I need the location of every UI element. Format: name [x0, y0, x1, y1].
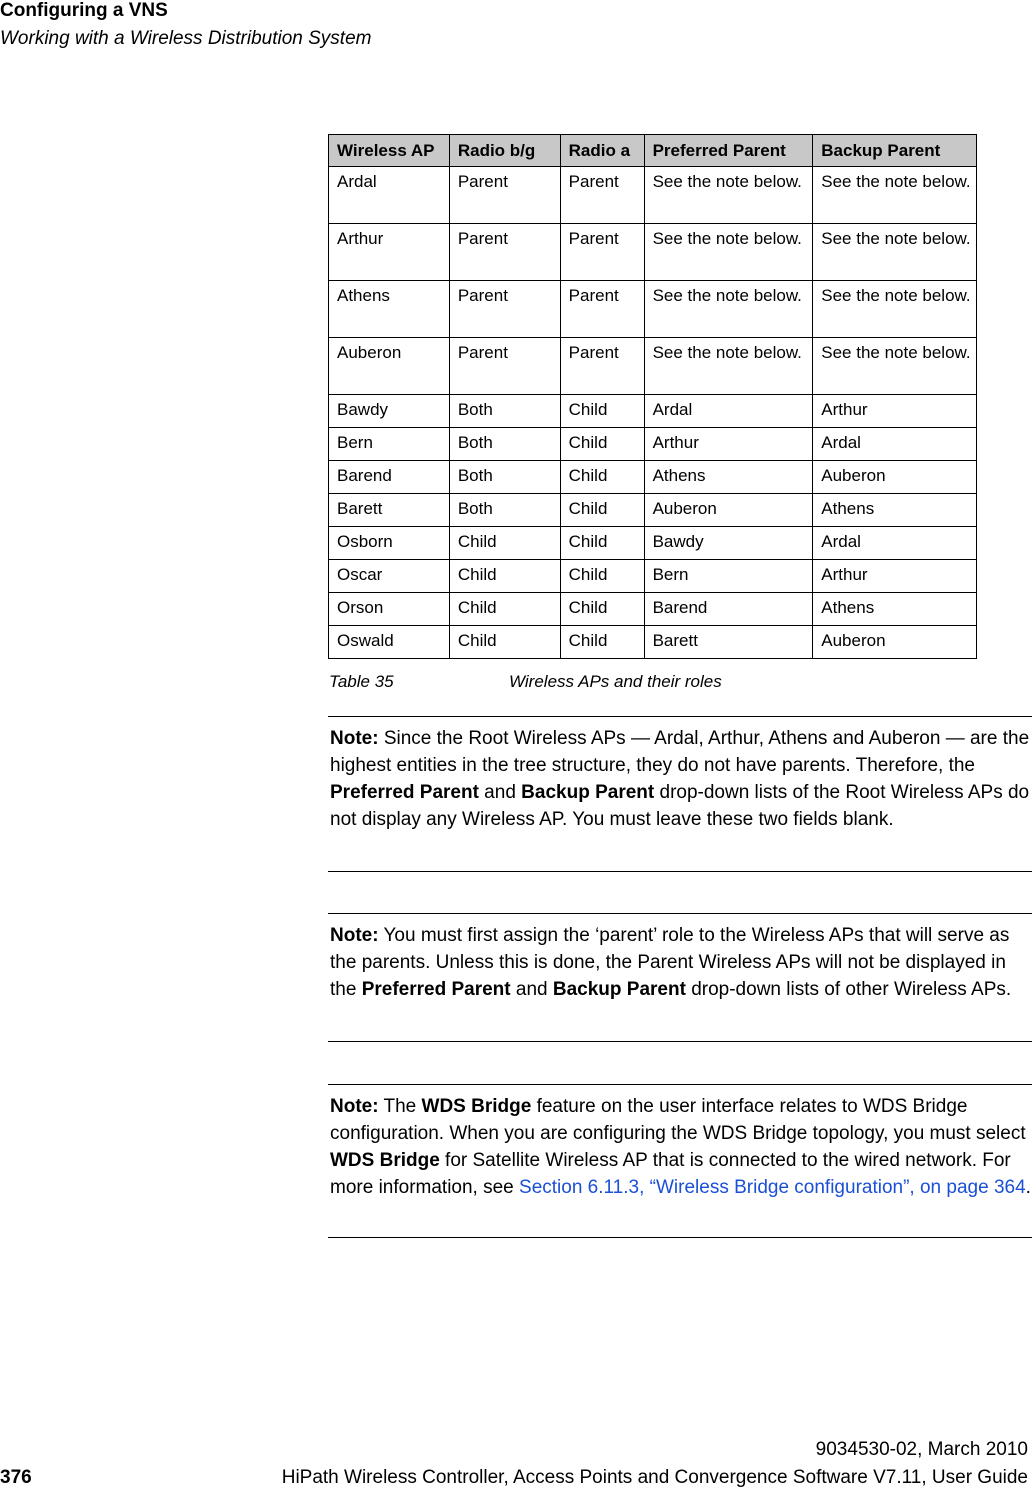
table-cell: See the note below. — [644, 224, 813, 281]
table-cell: Parent — [560, 338, 644, 395]
table-cell: Both — [449, 428, 560, 461]
note-text: for Satellite Wireless AP that is connected to the wired network. For more information, see — [330, 1150, 1011, 1198]
table-cell: Orson — [329, 593, 450, 626]
table-cell: Parent — [449, 167, 560, 224]
table-cell: Arthur — [813, 395, 977, 428]
table-row — [329, 461, 977, 494]
note-wds-bridge — [328, 1084, 1032, 1238]
table-cell: Barend — [329, 461, 450, 494]
table-cell: Arthur — [644, 428, 813, 461]
note-text: feature on the user interface relates to WDS Bridge configuration. When you are configuring the WDS Bridge topology, you must select — [330, 1096, 1026, 1144]
table-cell: Athens — [813, 494, 977, 527]
table-cell: Ardal — [644, 395, 813, 428]
note-text: The — [378, 1096, 422, 1117]
table-cell: Ardal — [329, 167, 450, 224]
note-text: drop-down lists of the Root Wireless APs do not display any Wireless AP. You must leave these two fields blank. — [330, 782, 1030, 830]
table-caption-text: Wireless APs and their roles — [509, 672, 722, 691]
table-cell: Bawdy — [644, 527, 813, 560]
table-cell: Parent — [560, 281, 644, 338]
table-cell: See the note below. — [813, 338, 977, 395]
table-cell: Parent — [449, 338, 560, 395]
table-cell: Arthur — [329, 224, 450, 281]
note-label: Note: — [330, 1096, 379, 1117]
table-cell: Arthur — [813, 560, 977, 593]
table-cell: Barett — [644, 626, 813, 659]
note-bold-term: Preferred Parent — [330, 782, 479, 803]
table-cell: Child — [449, 593, 560, 626]
footer-page-number: 376 — [0, 1467, 32, 1488]
table-cell: Both — [449, 461, 560, 494]
table-cell: Child — [449, 527, 560, 560]
table-cell: See the note below. — [644, 167, 813, 224]
note-bold-term: WDS Bridge — [330, 1150, 440, 1171]
footer-guide-title: HiPath Wireless Controller, Access Points and Convergence Software V7.11, User Guide — [281, 1467, 1028, 1488]
table-cell: Both — [449, 494, 560, 527]
table-cell: Bern — [644, 560, 813, 593]
note-text: You must first assign the ‘parent’ role to the Wireless APs that will serve as the parents. Unless this is done, the Parent Wireless APs will not be displayed in the — [330, 925, 1010, 1000]
table-cell: Child — [560, 593, 644, 626]
table-row — [329, 494, 977, 527]
table-row — [329, 224, 977, 281]
column-header: Radio b/g — [449, 135, 560, 167]
table-cell: See the note below. — [813, 281, 977, 338]
table-cell: Child — [560, 395, 644, 428]
table-row — [329, 338, 977, 395]
note-bold-term: Backup Parent — [552, 979, 686, 1000]
table-cell: Barend — [644, 593, 813, 626]
table-cell: Oscar — [329, 560, 450, 593]
table-cell: See the note below. — [644, 281, 813, 338]
table-row — [329, 560, 977, 593]
column-header: Wireless AP — [329, 135, 450, 167]
table-cell: Parent — [449, 224, 560, 281]
table-cell: Athens — [813, 593, 977, 626]
table-cell: Child — [449, 626, 560, 659]
note-label: Note: — [330, 728, 379, 749]
table-cell: Bern — [329, 428, 450, 461]
table-caption — [329, 671, 722, 693]
table-row — [329, 167, 977, 224]
table-cell: Parent — [560, 167, 644, 224]
table-cell: Both — [449, 395, 560, 428]
table-cell: Ardal — [813, 428, 977, 461]
column-header: Preferred Parent — [644, 135, 813, 167]
column-header: Backup Parent — [813, 135, 977, 167]
note-label: Note: — [330, 925, 379, 946]
table-cell: Parent — [560, 224, 644, 281]
table-cell: Child — [560, 560, 644, 593]
table-row — [329, 593, 977, 626]
table-cell: Bawdy — [329, 395, 450, 428]
table-cell: Athens — [329, 281, 450, 338]
chapter-title: Configuring a VNS — [0, 0, 168, 21]
note-parent-role — [328, 913, 1032, 1042]
table-row — [329, 281, 977, 338]
section-subtitle: Working with a Wireless Distribution System — [0, 28, 372, 49]
table-row — [329, 527, 977, 560]
table-caption-label: Table 35 — [329, 672, 394, 691]
table-cell: Athens — [644, 461, 813, 494]
note-bold-term: Preferred Parent — [361, 979, 511, 1000]
note-bold-term: WDS Bridge — [421, 1096, 532, 1117]
table-cell: Child — [449, 560, 560, 593]
table-cell: Barett — [329, 494, 450, 527]
note-text: and — [510, 979, 553, 1000]
table-cell: Ardal — [813, 527, 977, 560]
table-cell: See the note below. — [813, 224, 977, 281]
table-cell: Oswald — [329, 626, 450, 659]
table-cell: Osborn — [329, 527, 450, 560]
table-cell: Auberon — [813, 461, 977, 494]
table-cell: Parent — [449, 281, 560, 338]
table-cell: See the note below. — [644, 338, 813, 395]
note-text: . — [1025, 1177, 1031, 1198]
note-text: Since the Root Wireless APs — Ardal, Arthur, Athens and Auberon — are the highest entities in the tree structure, they do not have parents. Therefore, the — [330, 728, 1030, 776]
table-cell: Child — [560, 494, 644, 527]
wireless-ap-roles-table — [328, 134, 977, 659]
table-row — [329, 395, 977, 428]
column-header: Radio a — [560, 135, 644, 167]
note-text: and — [478, 782, 522, 803]
table-cell: Child — [560, 527, 644, 560]
footer-document-id: 9034530-02, March 2010 — [815, 1439, 1028, 1460]
note-bold-term: Backup Parent — [521, 782, 655, 803]
table-header-row — [329, 135, 977, 167]
section-cross-reference-link[interactable]: Section 6.11.3, “Wireless Bridge configuration”, on page 364 — [519, 1177, 1026, 1198]
table-cell: Auberon — [644, 494, 813, 527]
note-text: drop-down lists of other Wireless APs. — [685, 979, 1012, 1000]
table-cell: Child — [560, 461, 644, 494]
table-row — [329, 428, 977, 461]
table-cell: Child — [560, 626, 644, 659]
table-cell: Auberon — [813, 626, 977, 659]
table-cell: Child — [560, 428, 644, 461]
table-row — [329, 626, 977, 659]
note-root-aps — [328, 716, 1032, 872]
table-cell: Auberon — [329, 338, 450, 395]
table-cell: See the note below. — [813, 167, 977, 224]
